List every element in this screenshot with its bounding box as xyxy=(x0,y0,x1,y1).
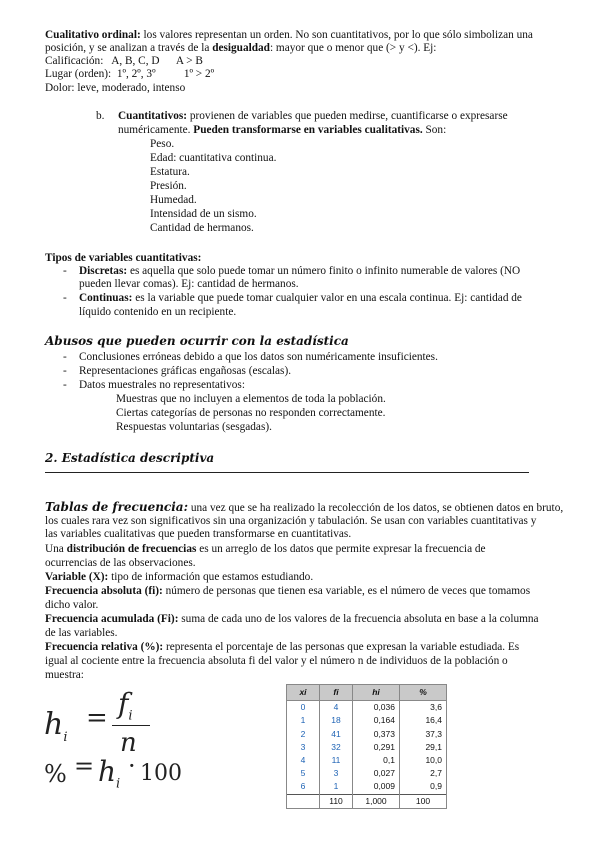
variable-text: tipo de información que estamos estudiando. xyxy=(111,571,314,583)
dist-term: distribución de frecuencias xyxy=(66,543,197,555)
abusos-item xyxy=(63,351,438,364)
bullet-dash: - xyxy=(63,265,67,277)
tipos-discretas-line1 xyxy=(63,265,520,278)
bullet-dash: - xyxy=(63,292,67,304)
quant-item: Peso. xyxy=(150,138,175,150)
discretas-label: Discretas: xyxy=(79,265,128,277)
cell-f: 18 xyxy=(320,714,353,727)
cell-x: 4 xyxy=(287,754,320,767)
quant-item: Estatura. xyxy=(150,166,190,178)
ordinal-example-dolor: Dolor: leve, moderado, intenso xyxy=(45,82,186,94)
quant-list xyxy=(150,138,276,236)
cell-f: 4 xyxy=(320,701,353,715)
fr-text: representa el porcentaje de las personas que expresan la variable estudiada. Es xyxy=(166,641,520,653)
quant-text-2c: Son: xyxy=(425,124,447,136)
tipos-title: Tipos de variables cuantitativas: xyxy=(45,252,202,264)
header-fi: fi xyxy=(320,685,353,701)
header-pct: % xyxy=(400,685,447,701)
tipos-continuas-line1 xyxy=(63,292,522,305)
cell-h: 0,1 xyxy=(353,754,400,767)
ordinal-text-2a: posición, y se analizan a través de la xyxy=(45,42,210,54)
formula-h-sub: i xyxy=(63,730,68,745)
header-xi: xi xyxy=(287,685,320,701)
fac-text-2: de las variables. xyxy=(45,627,118,639)
continuas-label: Continuas: xyxy=(79,292,133,304)
quant-text: provienen de variables que pueden medirse, cuantificarse o expresarse xyxy=(189,110,508,122)
ordinal-title: Cualitativo ordinal: xyxy=(45,29,141,41)
variable-label: Variable (X): xyxy=(45,571,109,583)
quant-marker: b. xyxy=(96,110,105,122)
fr-label: Frecuencia relativa (%): xyxy=(45,641,164,653)
cell-pct: 29,1 xyxy=(400,741,447,754)
quant-line1 xyxy=(118,110,508,123)
cell-h: 0,291 xyxy=(353,741,400,754)
dist-text-c: es un arreglo de los datos que permite expresar la frecuencia de xyxy=(199,543,486,555)
ordinal-text-2c: : mayor que o menor que (> y <). Ej: xyxy=(269,42,437,54)
formula-100: 100 xyxy=(140,761,182,786)
cell-f: 1 xyxy=(320,780,353,794)
formula-equals-2: = xyxy=(74,752,95,780)
frequency-table-wrap xyxy=(286,684,447,809)
formula-h xyxy=(44,707,68,753)
cell-pct: 16,4 xyxy=(400,714,447,727)
quant-item: Cantidad de hermanos. xyxy=(150,222,254,234)
ordinal-example-calificacion: Calificación: A, B, C, D A > B xyxy=(45,55,203,67)
table-row xyxy=(287,701,447,715)
cell-h: 0,164 xyxy=(353,714,400,727)
bullet-dash: - xyxy=(63,379,67,391)
cell-x: 3 xyxy=(287,741,320,754)
abusos-item-text: Representaciones gráficas engañosas (escalas). xyxy=(79,365,292,377)
cell-x: 2 xyxy=(287,728,320,741)
cell-x: 5 xyxy=(287,767,320,780)
total-h: 1,000 xyxy=(353,794,400,808)
table-header-row xyxy=(287,685,447,701)
cell-x: 0 xyxy=(287,701,320,715)
cell-f: 41 xyxy=(320,728,353,741)
fac-text: suma de cada uno de los valores de la frecuencia absoluta en base a la columna xyxy=(181,613,539,625)
ordinal-line1 xyxy=(45,29,569,42)
bullet-dash: - xyxy=(63,351,67,363)
continuas-text: es la variable que puede tomar cualquier valor en una escala continua. Ej: cantidad de xyxy=(135,292,522,304)
discretas-text-2: pueden llevar comas). Ej: cantidad de hermanos. xyxy=(79,278,299,290)
fr-text-2: igual al cociente entre la frecuencia absoluta fi del valor y el número n de individuos de la población o xyxy=(45,655,508,667)
abusos-title: Abusos que pueden ocurrir con la estadística xyxy=(45,334,349,348)
dist-text-2: ocurrencias de las observaciones. xyxy=(45,557,196,569)
tablas-text-3: las variables cualitativas que pueden transformarse en cuantitativas. xyxy=(45,528,352,540)
cell-x: 1 xyxy=(287,714,320,727)
formula-percent: % xyxy=(44,760,67,788)
quant-item: Edad: cuantitativa continua. xyxy=(150,152,277,164)
fa-def xyxy=(45,585,530,598)
tablas-text-2: los cuales rara vez son significativos sin una organización y tabulación. Se usan con variables cuantitativas y xyxy=(45,515,537,527)
formula-dot: · xyxy=(128,752,136,780)
fac-def xyxy=(45,613,539,626)
ordinal-example-lugar: Lugar (orden): 1º, 2º, 3º 1º > 2º xyxy=(45,68,215,80)
continuas-text-2: líquido contenido en un recipiente. xyxy=(79,306,237,318)
cell-x: 6 xyxy=(287,780,320,794)
abusos-item-text: Conclusiones erróneas debido a que los datos son numéricamente insuficientes. xyxy=(79,351,438,363)
cell-pct: 37,3 xyxy=(400,728,447,741)
formula-h-var: h xyxy=(44,707,64,742)
cell-f: 3 xyxy=(320,767,353,780)
total-x xyxy=(287,794,320,808)
bullet-dash: - xyxy=(63,365,67,377)
frequency-table xyxy=(286,684,447,809)
cell-f: 32 xyxy=(320,741,353,754)
fa-label: Frecuencia absoluta (fi): xyxy=(45,585,163,597)
total-f: 110 xyxy=(320,794,353,808)
abusos-subitem: Respuestas voluntarias (sesgadas). xyxy=(116,421,272,433)
tablas-title: Tablas de frecuencia: xyxy=(45,500,188,514)
abusos-item xyxy=(63,365,291,378)
ordinal-desigualdad: desigualdad xyxy=(212,42,270,54)
header-hi: hi xyxy=(353,685,400,701)
cell-h: 0,009 xyxy=(353,780,400,794)
total-pct: 100 xyxy=(400,794,447,808)
cell-h: 0,373 xyxy=(353,728,400,741)
table-row xyxy=(287,741,447,754)
ordinal-text: los valores representan un orden. No son cuantitativos, por lo que sólo simbolizan una xyxy=(143,29,533,41)
variable-def xyxy=(45,571,313,584)
table-row xyxy=(287,780,447,794)
formula-n: n xyxy=(120,728,137,758)
cell-pct: 3,6 xyxy=(400,701,447,715)
abusos-item xyxy=(63,379,245,392)
fa-text-2: dicho valor. xyxy=(45,599,99,611)
section-title: 2. Estadística descriptiva xyxy=(45,451,215,465)
formula-f-var: f xyxy=(118,687,129,720)
fraction-bar xyxy=(112,725,150,726)
abusos-item-text: Datos muestrales no representativos: xyxy=(79,379,245,391)
tablas-line1 xyxy=(45,501,563,515)
formula-h2 xyxy=(98,755,121,799)
abusos-subitem: Ciertas categorías de personas no responden correctamente. xyxy=(116,407,386,419)
cell-h: 0,036 xyxy=(353,701,400,715)
quant-line2 xyxy=(118,124,446,137)
quant-title: Cuantitativos: xyxy=(118,110,188,122)
fac-label: Frecuencia acumulada (Fi): xyxy=(45,613,179,625)
formula-h2-sub: i xyxy=(116,776,121,792)
table-row xyxy=(287,754,447,767)
fr-def xyxy=(45,641,519,654)
formula-f-sub: i xyxy=(128,708,133,724)
cell-pct: 2,7 xyxy=(400,767,447,780)
table-row xyxy=(287,714,447,727)
table-total-row xyxy=(287,794,447,808)
abusos-subitem: Muestras que no incluyen a elementos de toda la población. xyxy=(116,393,386,405)
formula-h2-var: h xyxy=(98,755,117,788)
quant-item: Intensidad de un sismo. xyxy=(150,208,257,220)
cell-h: 0,027 xyxy=(353,767,400,780)
fr-text-3: muestra: xyxy=(45,669,84,681)
table-row xyxy=(287,728,447,741)
cell-f: 11 xyxy=(320,754,353,767)
formula xyxy=(44,688,194,798)
section-divider xyxy=(45,472,529,473)
fa-text: número de personas que tienen esa variable, es el número de veces que tomamos xyxy=(165,585,531,597)
quant-text-2a: numéricamente. xyxy=(118,124,191,136)
ordinal-line2 xyxy=(45,42,436,55)
dist-text-a: Una xyxy=(45,543,64,555)
cell-pct: 10,0 xyxy=(400,754,447,767)
quant-item: Presión. xyxy=(150,180,187,192)
table-row xyxy=(287,767,447,780)
quant-item: Humedad. xyxy=(150,194,197,206)
quant-transform: Pueden transformarse en variables cualitativas. xyxy=(193,124,423,136)
tipos-heading xyxy=(45,252,201,265)
cell-pct: 0,9 xyxy=(400,780,447,794)
tablas-text: una vez que se ha realizado la recolección de los datos, se obtienen datos en bruto, xyxy=(190,502,564,514)
discretas-text: es aquella que solo puede tomar un número finito o infinito numerable de valores (NO xyxy=(129,265,521,277)
distribucion-line1 xyxy=(45,543,486,556)
formula-equals: = xyxy=(86,703,108,733)
